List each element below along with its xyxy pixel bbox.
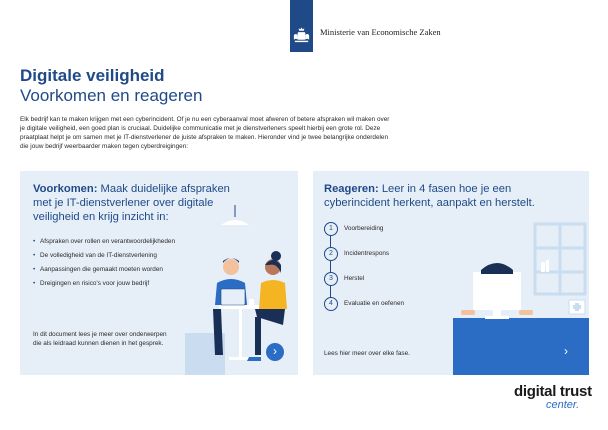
brand-logo-line2: center. (546, 399, 580, 411)
prevent-lead-text: Maak duidelijke afspraken met je IT-dienstverlener over digitale veiligheid en krijg inzicht in: (33, 183, 230, 224)
list-item: • Dreigingen en risico's voor jouw bedrijf (33, 279, 203, 288)
list-item: • Aanpassingen die gemaakt moeten worden (33, 265, 203, 274)
respond-lead (324, 182, 564, 210)
respond-lead-text: Leer in 4 fasen hoe je een cyberincident herkent, aanpakt en herstelt. (324, 183, 535, 210)
intro-text: Elk bedrijf kan te maken krijgen met een cyberincident. Of je nu een cyberaanval moet afweren of betere afspraken wil maken over je digitale veiligheid, een goed plan is cruciaal. Duidelijke communicatie met je dienstverleners speelt hierbij een grote rol. Deze praatplaat helpt je om samen met je IT-dienstverlener de juiste afspraken te maken. Hieronder vind je twee belangrijke onderdelen die jouw bedrijf weerbaarder maken tegen cyberdreigingen: (20, 116, 390, 150)
step-number: 1 (324, 222, 338, 236)
prevent-footnote: In dit document lees je meer over onderwerpen die als leidraad kunnen dienen in het gesprek. (33, 331, 167, 347)
page-title: Digitale veiligheid (20, 66, 165, 85)
ministry-name: Ministerie van Economische Zaken (320, 27, 441, 37)
chevron-right-icon: › (564, 344, 568, 358)
phase-step (324, 297, 464, 311)
step-label: Herstel (344, 275, 365, 282)
respond-heading: Reageren: (324, 183, 379, 195)
step-number: 3 (324, 272, 338, 286)
list-item: • De volledigheid van de IT-dienstverlening (33, 251, 203, 260)
phase-step (324, 222, 464, 236)
step-number: 4 (324, 297, 338, 311)
step-number: 2 (324, 247, 338, 261)
prevent-bullet-list (33, 237, 203, 293)
royal-crest-icon (292, 25, 311, 45)
list-item: • Afspraken over rollen en verantwoordelijkheden (33, 237, 203, 246)
prevent-next-button[interactable] (266, 343, 284, 361)
respond-next-button[interactable] (557, 343, 575, 361)
respond-more-link[interactable]: Lees hier meer over elke fase. (324, 350, 410, 357)
chevron-right-icon: › (273, 344, 277, 358)
step-label: Evaluatie en oefenen (344, 300, 405, 307)
brand-logo-line1: digital trust (514, 383, 592, 400)
phase-step (324, 247, 464, 261)
prevent-lead (33, 182, 238, 225)
prevent-heading: Voorkomen: (33, 183, 98, 195)
page-subtitle: Voorkomen en reageren (20, 86, 203, 105)
phase-step (324, 272, 464, 286)
step-label: Voorbereiding (344, 225, 384, 232)
step-label: Incidentrespons (344, 250, 390, 257)
